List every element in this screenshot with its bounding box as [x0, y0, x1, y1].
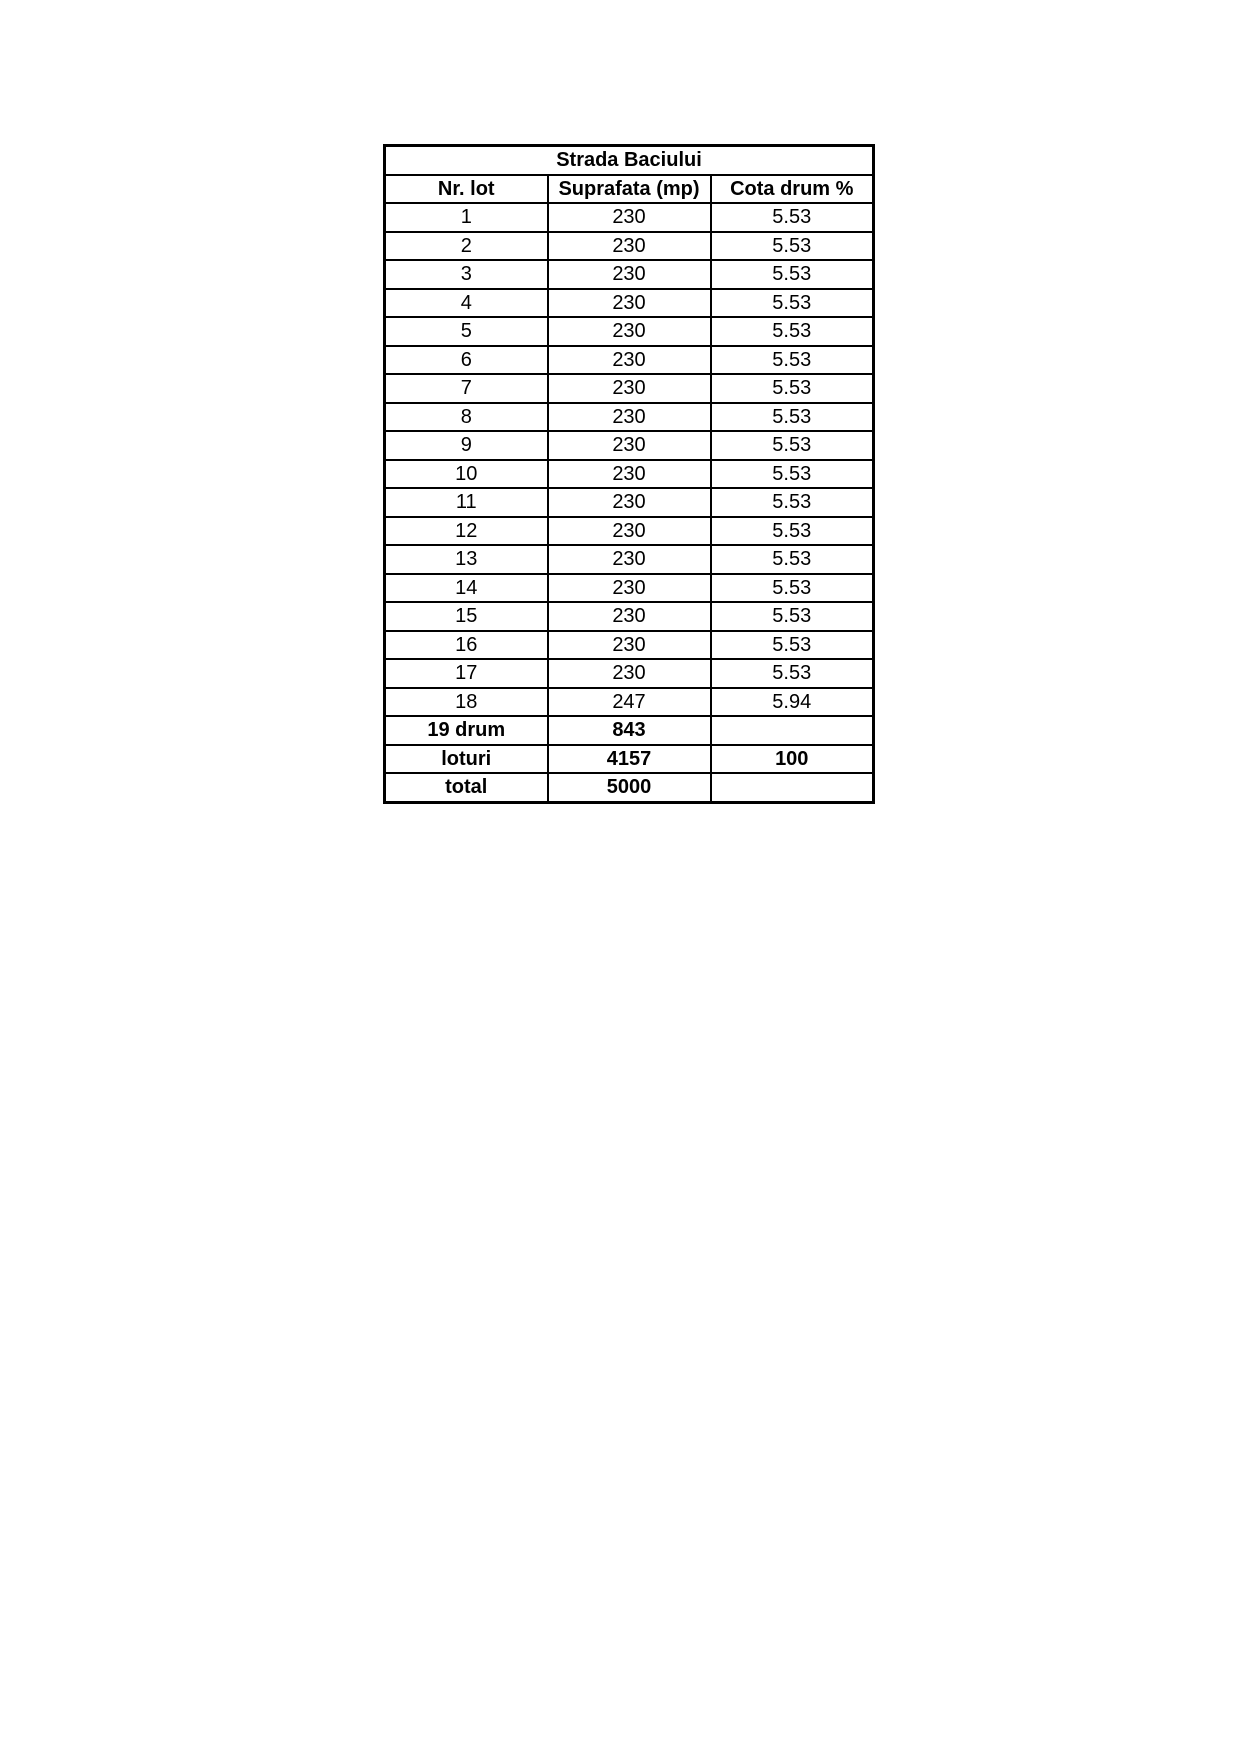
cell-road-share: 5.53 — [711, 659, 874, 688]
table-row — [385, 403, 874, 432]
cell-road-share: 5.53 — [711, 574, 874, 603]
cell-road-share: 5.53 — [711, 260, 874, 289]
table-row — [385, 346, 874, 375]
cell-road-share: 5.53 — [711, 488, 874, 517]
table-row — [385, 431, 874, 460]
cell-road-share: 5.53 — [711, 545, 874, 574]
table-row — [385, 374, 874, 403]
cell-lot: 10 — [385, 460, 548, 489]
table-row — [385, 517, 874, 546]
cell-area: 230 — [548, 602, 711, 631]
cell-lot: 9 — [385, 431, 548, 460]
summary-row — [385, 716, 874, 745]
cell-area: 230 — [548, 289, 711, 318]
cell-road-share: 5.53 — [711, 346, 874, 375]
table-row — [385, 545, 874, 574]
cell-area: 230 — [548, 460, 711, 489]
cell-road-share: 5.53 — [711, 289, 874, 318]
cell-lot: 8 — [385, 403, 548, 432]
table-row — [385, 232, 874, 261]
cell-area: 230 — [548, 232, 711, 261]
cell-area: 230 — [548, 431, 711, 460]
cell-area: 230 — [548, 374, 711, 403]
table-row — [385, 659, 874, 688]
cell-area: 230 — [548, 346, 711, 375]
cell-lot: 2 — [385, 232, 548, 261]
summary-row — [385, 773, 874, 802]
cell-area: 230 — [548, 203, 711, 232]
cell-area: 4157 — [548, 745, 711, 774]
cell-area: 843 — [548, 716, 711, 745]
cell-lot: 11 — [385, 488, 548, 517]
cell-lot: 12 — [385, 517, 548, 546]
cell-lot: 7 — [385, 374, 548, 403]
table-row — [385, 203, 874, 232]
cell-area: 230 — [548, 260, 711, 289]
cell-road-share: 100 — [711, 745, 874, 774]
cell-lot: 18 — [385, 688, 548, 717]
table-row — [385, 488, 874, 517]
header-row — [385, 175, 874, 204]
cell-lot: 6 — [385, 346, 548, 375]
column-header-lot: Nr. lot — [385, 175, 548, 204]
cell-lot: 3 — [385, 260, 548, 289]
cell-lot: 15 — [385, 602, 548, 631]
table-row — [385, 574, 874, 603]
table-row — [385, 631, 874, 660]
cell-lot: 14 — [385, 574, 548, 603]
cell-lot: 1 — [385, 203, 548, 232]
cell-road-share: 5.53 — [711, 602, 874, 631]
cell-lot: 13 — [385, 545, 548, 574]
cell-road-share: 5.53 — [711, 460, 874, 489]
lot-table-body — [385, 146, 874, 803]
cell-area: 230 — [548, 574, 711, 603]
cell-area: 230 — [548, 631, 711, 660]
cell-area: 230 — [548, 317, 711, 346]
cell-area: 230 — [548, 488, 711, 517]
cell-road-share: 5.53 — [711, 517, 874, 546]
cell-road-share: 5.53 — [711, 317, 874, 346]
table-row — [385, 260, 874, 289]
column-header-area: Suprafata (mp) — [548, 175, 711, 204]
cell-area: 230 — [548, 545, 711, 574]
summary-row — [385, 745, 874, 774]
cell-road-share: 5.53 — [711, 203, 874, 232]
table-title: Strada Baciului — [385, 146, 874, 175]
cell-road-share: 5.94 — [711, 688, 874, 717]
column-header-road-share: Cota drum % — [711, 175, 874, 204]
cell-lot: total — [385, 773, 548, 802]
cell-road-share: 5.53 — [711, 232, 874, 261]
cell-road-share — [711, 773, 874, 802]
cell-lot: 17 — [385, 659, 548, 688]
cell-area: 247 — [548, 688, 711, 717]
cell-lot: loturi — [385, 745, 548, 774]
cell-road-share: 5.53 — [711, 631, 874, 660]
cell-road-share — [711, 716, 874, 745]
title-row — [385, 146, 874, 175]
table-row — [385, 602, 874, 631]
cell-lot: 5 — [385, 317, 548, 346]
lot-table — [383, 144, 875, 804]
table-row — [385, 460, 874, 489]
cell-lot: 19 drum — [385, 716, 548, 745]
cell-road-share: 5.53 — [711, 403, 874, 432]
cell-road-share: 5.53 — [711, 374, 874, 403]
table-row — [385, 317, 874, 346]
cell-lot: 16 — [385, 631, 548, 660]
table-row — [385, 289, 874, 318]
cell-area: 230 — [548, 403, 711, 432]
table-row — [385, 688, 874, 717]
cell-road-share: 5.53 — [711, 431, 874, 460]
cell-area: 5000 — [548, 773, 711, 802]
cell-area: 230 — [548, 517, 711, 546]
cell-lot: 4 — [385, 289, 548, 318]
cell-area: 230 — [548, 659, 711, 688]
